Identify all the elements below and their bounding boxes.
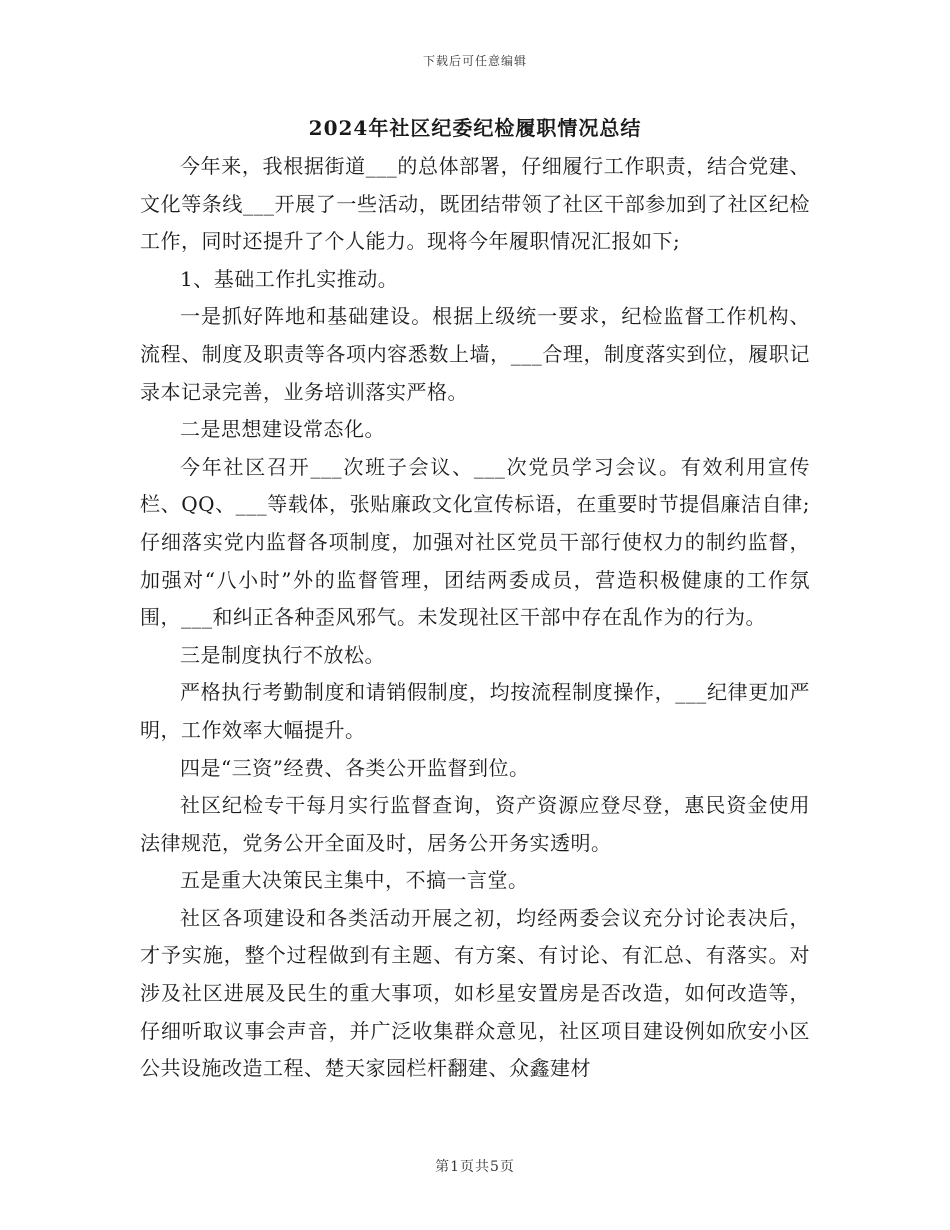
document-body: [140, 148, 810, 1088]
paragraph-point-4-heading: 四是“三资”经费、各类公开监督到位。: [180, 755, 530, 780]
paragraph-point-3-body: 严格执行考勤制度和请销假制度，均按流程制度操作，___纪律更加严明，工作效率大幅提升。: [140, 680, 810, 742]
paragraph-point-2-heading: 二是思想建设常态化。: [180, 417, 385, 442]
page-number: 第1页共5页: [435, 1159, 515, 1175]
document-title: 2024年社区纪委纪检履职情况总结: [308, 116, 642, 140]
paragraph-point-1: 一是抓好阵地和基础建设。根据上级统一要求，纪检监督工作机构、流程、制度及职责等各项内容悉数上墙，___合理，制度落实到位，履职记录本记录完善，业务培训落实严格。: [140, 304, 810, 404]
paragraph-section-1-heading: 1、基础工作扎实推动。: [180, 266, 399, 291]
paragraph-intro: 今年来，我根据街道___的总体部署，仔细履行工作职责，结合党建、文化等条线___开展了一些活动，既团结带领了社区干部参加到了社区纪检工作，同时还提升了个人能力。现将今年履职情况汇报如下;: [140, 154, 810, 254]
header-note: 下载后可任意编辑: [422, 54, 527, 68]
paragraph-point-4-body: 社区纪检专干每月实行监督查询，资产资源应登尽登，惠民资金使用法律规范，党务公开全面及时，居务公开务实透明。: [140, 793, 810, 855]
paragraph-point-5-body: 社区各项建设和各类活动开展之初，均经两委会议充分讨论表决后，才予实施，整个过程做到有主题、有方案、有讨论、有汇总、有落实。对涉及社区进展及民生的重大事项，如杉星安置房是否改造，如何改造等，仔细听取议事会声音，并广泛收集群众意见，社区项目建设例如欣安小区公共设施改造工程、楚天家园栏杆翻建、众鑫建材: [140, 905, 810, 1081]
paragraph-point-2-body: 今年社区召开___次班子会议、___次党员学习会议。有效利用宣传栏、QQ、___等载体，张贴廉政文化宣传标语，在重要时节提倡廉洁自律;仔细落实党内监督各项制度，加强对社区党员干部行使权力的制约监督，加强对“八小时”外的监督管理，团结两委成员，营造积极健康的工作氛围，___和纠正各种歪风邪气。未发现社区干部中存在乱作为的行为。: [140, 454, 810, 630]
paragraph-point-3-heading: 三是制度执行不放松。: [180, 642, 385, 667]
paragraph-point-5-heading: 五是重大决策民主集中，不搞一言堂。: [180, 868, 529, 893]
